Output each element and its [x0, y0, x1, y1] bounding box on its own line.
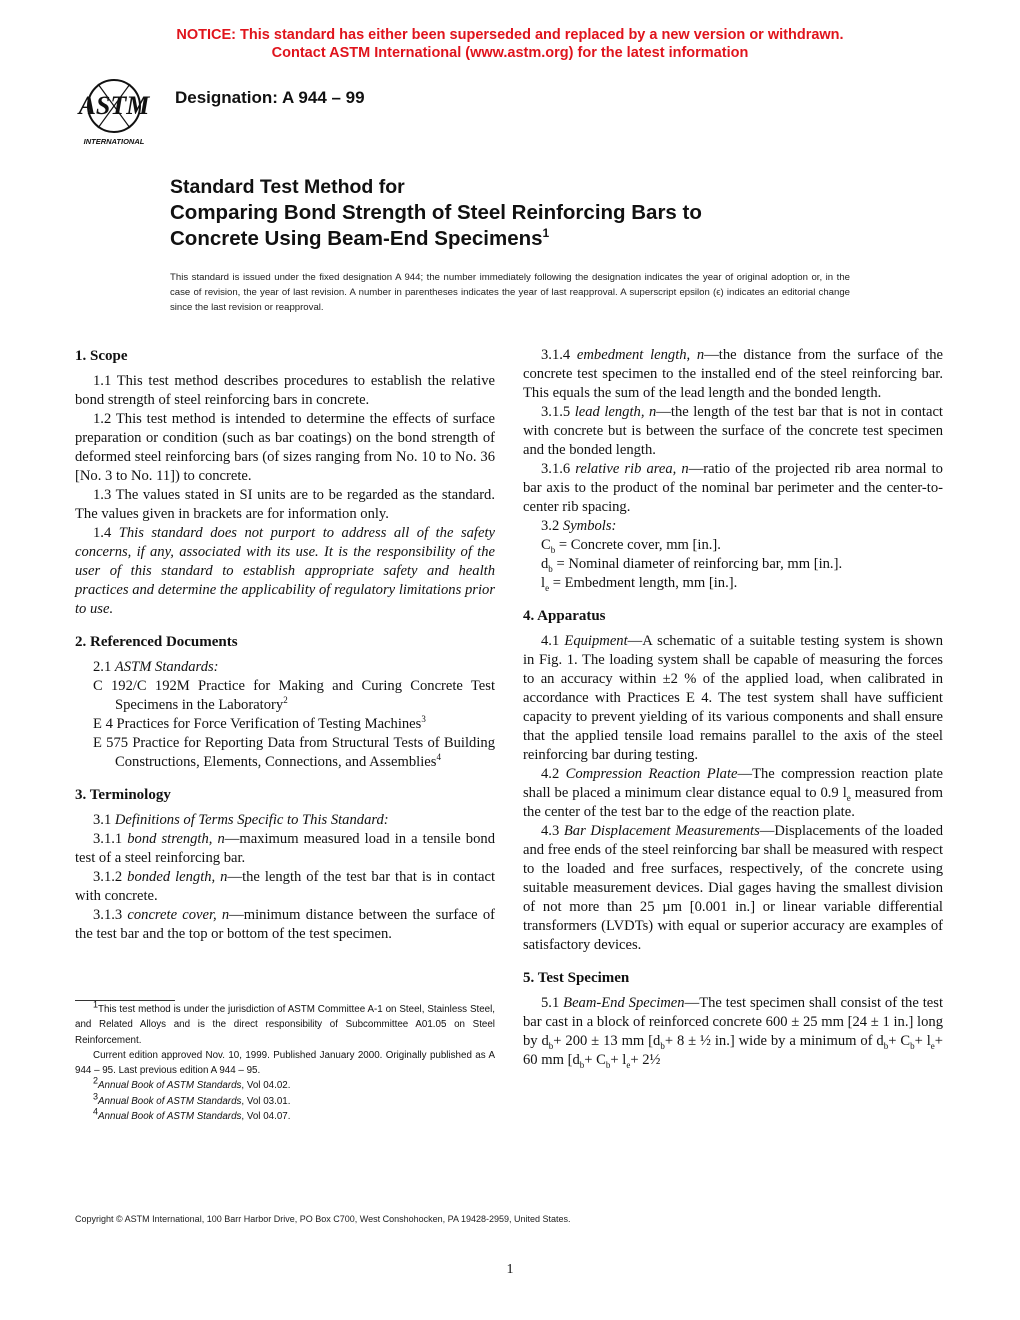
para-3-1-2-def: —the length of the test bar that is in contact with concrete. — [75, 869, 495, 904]
para-3-1-3-def: —minimum distance between the surface of the test bar and the top or bottom of the test specimen. — [75, 907, 495, 942]
para-5-1-num: 5.1 — [541, 995, 564, 1011]
footnote-4-vol: , Vol 04.07. — [241, 1111, 291, 1123]
para-5-1 — [523, 994, 943, 1070]
footnotes — [75, 999, 495, 1124]
astm-logo — [68, 76, 160, 148]
para-4-1-def: —A schematic of a suitable testing system is shown in Fig. 1. The loading system shall be capable of measuring the forces to an accuracy within ±2 % of the applied load, when calibrated in accordance with Practices E 4. The test system shall have sufficient capacity to prevent yielding of its various components and shall ensure that the applied tensile load remains parallel to the axis of the steel reinforcing bar during testing. — [523, 633, 944, 763]
notice-line-2: Contact ASTM International (www.astm.org) for the latest information — [271, 45, 749, 61]
designation: Designation: A 944 – 99 — [175, 88, 365, 107]
withdrawal-notice — [0, 26, 1020, 62]
para-4-2-def-a: —The compression reaction plate shall be placed a minimum clear distance equal to 0.9 l — [523, 766, 943, 801]
reference-c192-fn: 2 — [283, 695, 288, 706]
footnote-3 — [75, 1091, 495, 1109]
symbol-cb-base: C — [541, 537, 551, 553]
para-3-1-1-def: —maximum measured load in a tensile bond test of a steel reinforcing bar. — [75, 831, 495, 866]
section-heading-referenced: 2. Referenced Documents — [75, 634, 238, 650]
right-column — [523, 346, 943, 1070]
para-2-1 — [75, 658, 495, 677]
footnote-3-title: Annual Book of ASTM Standards — [98, 1095, 242, 1107]
document-title — [170, 174, 870, 252]
sub-b-2: b — [660, 1040, 665, 1051]
footnote-1 — [75, 999, 495, 1048]
para-3-1-6 — [523, 460, 943, 517]
footnote-4 — [75, 1106, 495, 1124]
para-4-2-term: Compression Reaction Plate — [565, 766, 738, 782]
para-5-1-f: + 60 mm [d — [523, 1033, 943, 1068]
para-5-1-g: + C — [584, 1052, 606, 1068]
para-2-1-num: 2.1 — [93, 659, 115, 675]
section-heading-scope: 1. Scope — [75, 348, 128, 364]
para-3-1-1-term: bond strength, n — [127, 831, 225, 847]
title-footnote-mark: 1 — [542, 226, 550, 241]
footnote-3-vol: , Vol 03.01. — [241, 1095, 291, 1107]
footnote-2-mark: 2 — [93, 1076, 99, 1087]
symbol-le-sub: e — [545, 582, 550, 593]
para-1-2: 1.2 This test method is intended to determine the effects of surface preparation or condition (such as bar coatings) on the bond strength of deformed steel reinforcing bars (of sizes ranging from No. 10 to No. 36 [No. 3 to No. 11]) to concrete. — [75, 411, 495, 484]
sub-b-5: b — [579, 1059, 585, 1070]
section-heading-specimen: 5. Test Specimen — [523, 970, 630, 986]
footnote-3-mark: 3 — [93, 1091, 99, 1102]
symbol-cb-sub: b — [550, 544, 556, 555]
para-2-1-text: ASTM Standards: — [114, 659, 219, 675]
para-3-1-6-term: relative rib area, n — [575, 461, 689, 477]
reference-e575 — [93, 734, 495, 772]
reference-e575-fn: 4 — [436, 752, 441, 763]
para-1-4-num: 1.4 — [93, 525, 119, 541]
issuance-statement: This standard is issued under the fixed designation A 944; the number immediately following the designation indicates the year of original adoption or, in the case of revision, the year of last revision. A number in parentheses indicates the year of last reapproval. A superscript epsilon (ϵ) indicates an editorial change since the last revision or reapproval. — [170, 272, 850, 313]
para-3-1-4 — [523, 346, 943, 403]
notice-line-1: NOTICE: This standard has either been superseded and replaced by a new version or withdrawn. — [176, 27, 844, 43]
para-3-1-2-term: bonded length, n — [127, 869, 228, 885]
para-1-4-text: This standard does not purport to address all of the safety concerns, if any, associated with its use. It is the responsibility of the user of this standard to establish appropriate safety and health practices and determine the applicability of regulatory limitations prior to use. — [75, 525, 495, 617]
para-3-2-num: 3.2 — [541, 518, 563, 534]
para-4-1-term: Equipment — [564, 633, 628, 649]
para-5-1-term: Beam-End Specimen — [563, 995, 685, 1011]
para-3-1-4-term: embedment length, n — [576, 347, 705, 363]
para-4-2-num: 4.2 — [541, 766, 566, 782]
para-3-1-2-num: 3.1.2 — [93, 869, 128, 885]
para-3-2 — [523, 517, 943, 536]
para-4-1-num: 4.1 — [541, 633, 565, 649]
footnote-4-mark: 4 — [93, 1106, 99, 1117]
para-3-1-5-term: lead length, n — [574, 404, 657, 420]
title-line-3 — [170, 226, 870, 252]
para-4-3-term: Bar Displacement Measurements — [563, 823, 760, 839]
footnote-1b: Current edition approved Nov. 10, 1999. Published January 2000. Originally published as A 944 – 95. Last previous edition A 944 – 95. — [75, 1049, 495, 1077]
para-1-4 — [75, 524, 495, 619]
logo-mark: ASTM — [78, 91, 150, 120]
reference-e4-fn: 3 — [421, 714, 426, 725]
copyright-line: Copyright © ASTM International, 100 Barr Harbor Drive, PO Box C700, West Conshohocken, PA 19428-2959, United States. — [75, 1214, 571, 1224]
footnote-rule — [75, 1000, 175, 1001]
para-3-1-2 — [75, 868, 495, 906]
para-4-2-def-b: measured from the center of the test bar to the edge of the reaction plate. — [523, 785, 943, 820]
reference-c192-text: C 192/C 192M Practice for Making and Curing Concrete Test Specimens in the Laboratory — [93, 678, 495, 713]
para-5-1-d: + C — [888, 1033, 911, 1049]
sub-b-1: b — [548, 1040, 554, 1051]
para-4-2 — [523, 765, 943, 822]
para-4-3-def: —Displacements of the loaded and free ends of the steel reinforcing bar shall be measured with respect to the loaded and free surfaces, respectively, of the concrete using suitable measurement devices. Dial gages having the smallest division of not more than 25 µm [0.001 in.] or linear variable differential transformers (LVDTs) with equal or superior accuracy are examples of satisfactory devices. — [523, 823, 943, 953]
sub-b-6: b — [605, 1059, 611, 1070]
astm-logo-icon — [68, 76, 160, 148]
para-3-1-1 — [75, 830, 495, 868]
para-3-1-1-num: 3.1.1 — [93, 831, 128, 847]
footnote-1-mark: 1 — [93, 999, 99, 1010]
para-5-1-b: + 200 ± 13 mm [d — [553, 1033, 661, 1049]
para-3-1-5-num: 3.1.5 — [541, 404, 575, 420]
para-3-1 — [75, 811, 495, 830]
footnote-2-vol: , Vol 04.02. — [241, 1080, 291, 1092]
para-3-1-3-term: concrete cover, n — [127, 907, 230, 923]
symbol-db — [523, 555, 943, 574]
section-heading-terminology: 3. Terminology — [75, 787, 171, 803]
para-3-1-4-num: 3.1.4 — [541, 347, 577, 363]
para-1-1: 1.1 This test method describes procedures to establish the relative bond strength of steel reinforcing bars in concrete. — [75, 373, 495, 408]
para-5-1-e: + l — [914, 1033, 931, 1049]
symbol-le — [523, 574, 943, 593]
symbol-db-def: = Nominal diameter of reinforcing bar, mm [in.]. — [552, 556, 843, 572]
sub-e-2: e — [626, 1059, 631, 1070]
symbol-le-def: = Embedment length, mm [in.]. — [549, 575, 738, 591]
footnote-1-text: This test method is under the jurisdiction of ASTM Committee A-1 on Steel, Stainless Steel, and Related Alloys and is the direct responsibility of Subcommittee A01.05 on Steel Reinforcement. — [75, 1004, 495, 1046]
sub-e-1: e — [930, 1040, 935, 1051]
reference-e4 — [93, 715, 495, 734]
para-3-1-num: 3.1 — [93, 812, 115, 828]
para-5-1-a: —The test specimen shall consist of the test bar cast in a block of reinforced concrete 600 ± 25 mm [24 ± 1 in.] long by d — [523, 995, 943, 1049]
para-5-1-i: + 2½ — [630, 1052, 661, 1068]
title-line-3-text: Concrete Using Beam-End Specimens — [170, 227, 543, 250]
section-heading-apparatus: 4. Apparatus — [523, 608, 606, 624]
para-3-1-6-num: 3.1.6 — [541, 461, 576, 477]
para-4-2-sub: e — [846, 792, 851, 803]
symbol-db-sub: b — [548, 563, 553, 574]
para-3-1-5-def: —the length of the test bar that is not in contact with concrete but is between the surface of the concrete test specimen and the bonded length. — [523, 404, 943, 458]
para-3-1-3 — [75, 906, 495, 944]
para-3-1-text: Definitions of Terms Specific to This Standard: — [114, 812, 389, 828]
symbol-le-base: l — [541, 575, 546, 591]
reference-e4-text: E 4 Practices for Force Verification of Testing Machines — [93, 716, 422, 732]
symbol-db-base: d — [541, 556, 549, 572]
title-line-1: Standard Test Method for — [170, 176, 405, 198]
sub-b-4: b — [910, 1040, 915, 1051]
footnote-2-title: Annual Book of ASTM Standards — [98, 1080, 242, 1092]
para-3-1-3-num: 3.1.3 — [93, 907, 128, 923]
para-3-1-5 — [523, 403, 943, 460]
para-3-2-text: Symbols: — [562, 518, 617, 534]
footnote-4-title: Annual Book of ASTM Standards — [98, 1111, 242, 1123]
para-1-3: 1.3 The values stated in SI units are to be regarded as the standard. The values given in brackets are for information only. — [75, 487, 495, 522]
para-5-1-h: + l — [610, 1052, 627, 1068]
sub-b-3: b — [883, 1040, 889, 1051]
para-3-1-6-def: —ratio of the projected rib area normal to bar axis to the product of the nominal bar perimeter and the center-to-center rib spacing. — [523, 461, 943, 515]
logo-caption: INTERNATIONAL — [83, 137, 145, 146]
symbol-cb-def: = Concrete cover, mm [in.]. — [555, 537, 721, 553]
para-4-3-num: 4.3 — [541, 823, 564, 839]
para-5-1-c: + 8 ± ½ in.] wide by a minimum of d — [664, 1033, 884, 1049]
para-3-1-4-def: —the distance from the surface of the concrete test specimen to the installed end of the steel reinforcing bar. This equals the sum of the lead length and the bonded length. — [523, 347, 943, 401]
reference-c192 — [93, 677, 495, 715]
reference-e575-text: E 575 Practice for Reporting Data from Structural Tests of Building Constructions, Elements, Connections, and Assemblies — [93, 735, 495, 770]
footnote-2 — [75, 1078, 495, 1093]
para-4-3 — [523, 822, 943, 955]
left-column — [75, 346, 495, 944]
page-number: 1 — [506, 1262, 514, 1277]
symbol-cb — [523, 536, 943, 555]
para-4-1 — [523, 632, 943, 765]
title-line-2: Comparing Bond Strength of Steel Reinforcing Bars to — [170, 201, 702, 224]
